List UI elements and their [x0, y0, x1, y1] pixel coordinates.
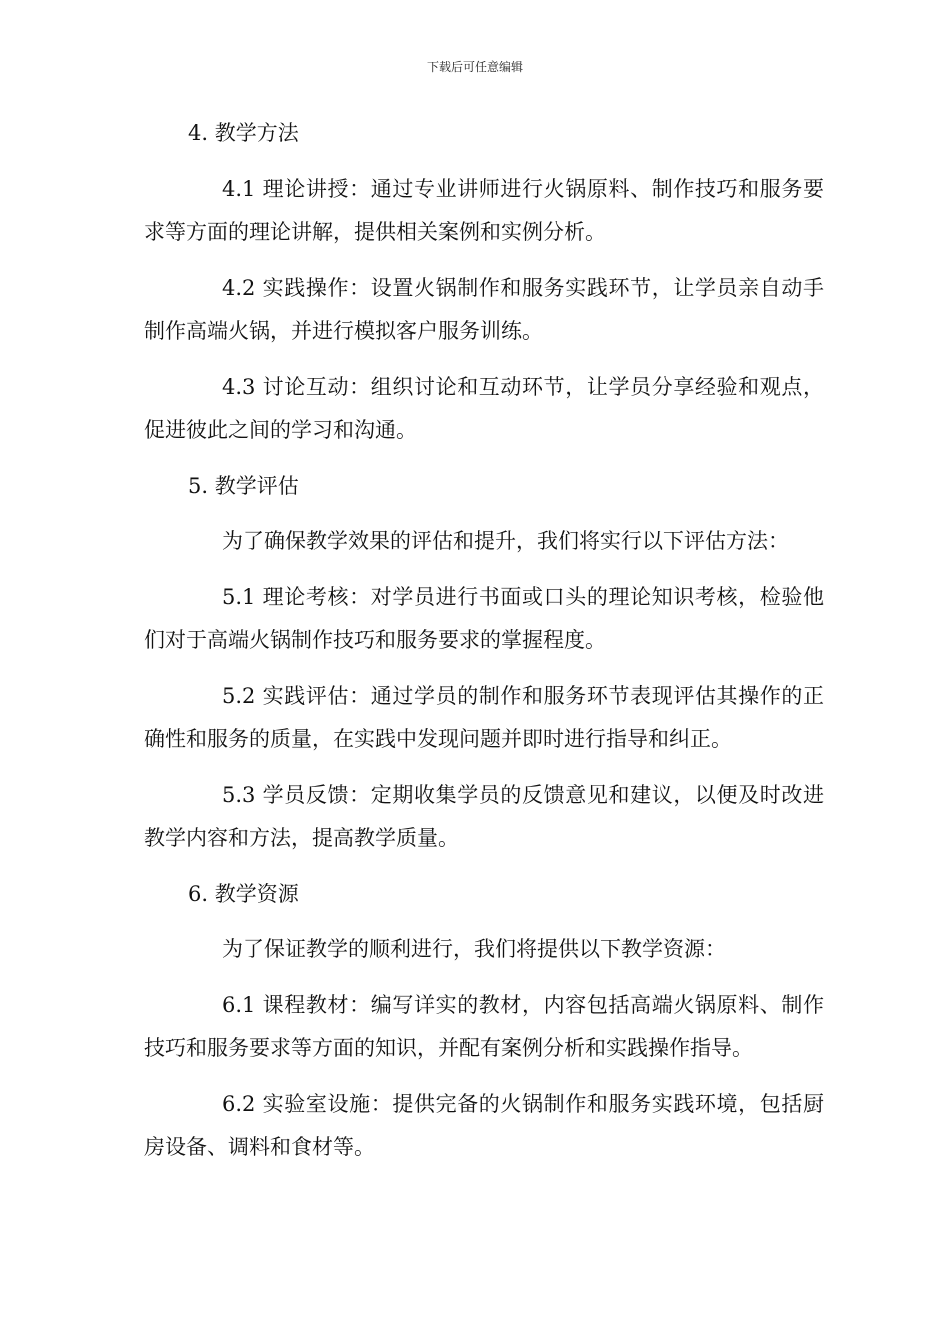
- paragraph-resources-intro: 为了保证教学的顺利进行，我们将提供以下教学资源：: [222, 937, 726, 961]
- paragraph-4-1: 4.1 理论讲授：通过专业讲师进行火锅原料、制作技巧和服务要求等方面的理论讲解，提供相关案例和实例分析。: [144, 176, 824, 244]
- paragraph-5-3: 5.3 学员反馈：定期收集学员的反馈意见和建议，以便及时改进教学内容和方法，提高教学质量。: [144, 782, 824, 850]
- paragraph-evaluation-intro: 为了确保教学效果的评估和提升，我们将实行以下评估方法：: [222, 529, 789, 553]
- paragraph-6-2: 6.2 实验室设施：提供完备的火锅制作和服务实践环境，包括厨房设备、调料和食材等。: [144, 1091, 824, 1159]
- section-heading-teaching-methods: 4. 教学方法: [188, 121, 299, 145]
- paragraph-4-2: 4.2 实践操作：设置火锅制作和服务实践环节，让学员亲自动手制作高端火锅，并进行模拟客户服务训练。: [144, 275, 824, 343]
- paragraph-4-3: 4.3 讨论互动：组织讨论和互动环节，让学员分享经验和观点，促进彼此之间的学习和沟通。: [144, 374, 824, 442]
- paragraph-5-2: 5.2 实践评估：通过学员的制作和服务环节表现评估其操作的正确性和服务的质量，在实践中发现问题并即时进行指导和纠正。: [144, 683, 824, 751]
- header-note: 下载后可任意编辑: [426, 60, 523, 74]
- paragraph-6-1: 6.1 课程教材：编写详实的教材，内容包括高端火锅原料、制作技巧和服务要求等方面的知识，并配有案例分析和实践操作指导。: [144, 992, 824, 1060]
- document-body: [144, 112, 824, 1182]
- section-heading-teaching-evaluation: 5. 教学评估: [188, 473, 299, 498]
- section-heading-teaching-resources: 6. 教学资源: [188, 881, 299, 906]
- paragraph-5-1: 5.1 理论考核：对学员进行书面或口头的理论知识考核，检验他们对于高端火锅制作技巧和服务要求的掌握程度。: [144, 584, 824, 652]
